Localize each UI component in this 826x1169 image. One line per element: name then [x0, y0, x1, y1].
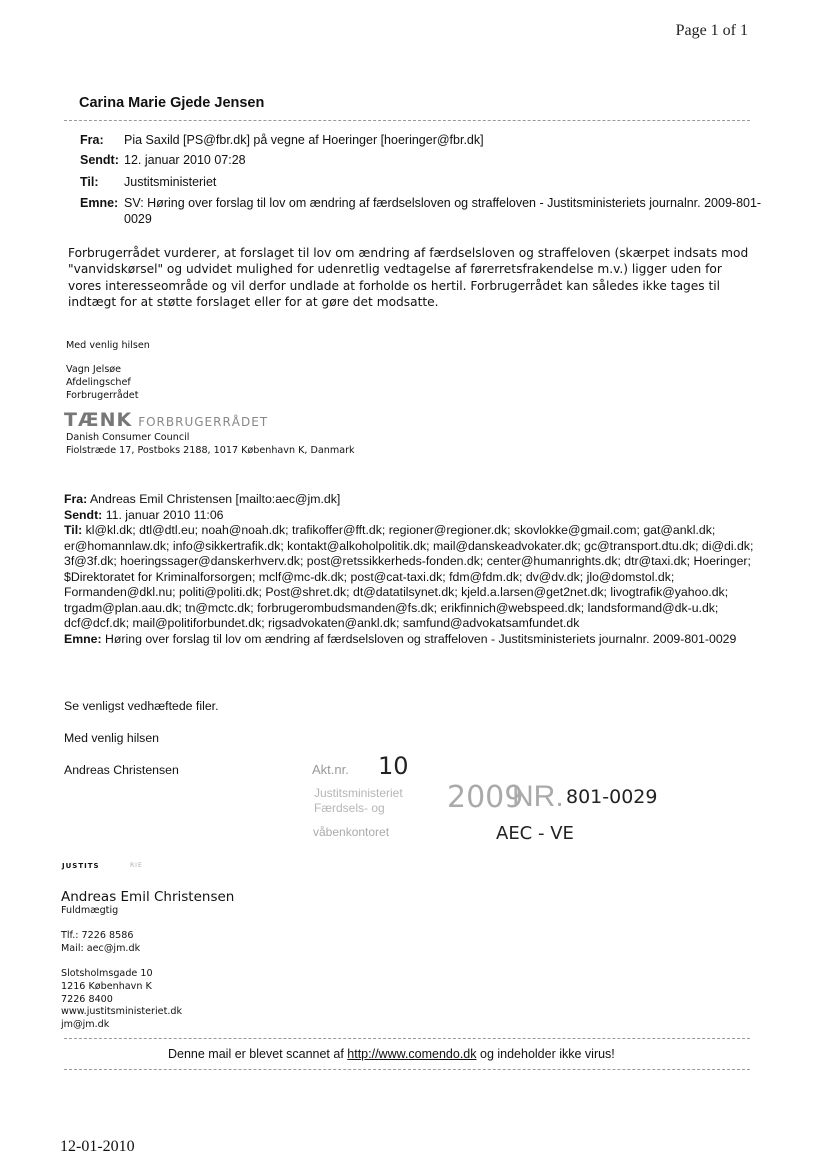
reply-org-block: [66, 432, 355, 458]
signature-phone: Tlf.: 7226 8586: [61, 930, 134, 941]
reply-signer-title: Afdelingschef: [66, 376, 131, 388]
footer-rule-top: [64, 1038, 750, 1039]
stamp-case-number: 801-0029: [566, 786, 658, 808]
stamp-year: 2009: [447, 780, 524, 815]
attachments-note: Se venligst vedhæftede filer.: [64, 699, 219, 713]
signature-address: [61, 968, 182, 1032]
stamp-ministry-line1: Justitsministeriet: [314, 786, 403, 800]
original-subject-row: [64, 632, 764, 648]
stamp-initials: AEC - VE: [496, 823, 574, 844]
reply-signer-block: [66, 364, 138, 402]
signature-name: Andreas Emil Christensen: [61, 889, 235, 905]
header-subject-row: [80, 195, 760, 229]
header-subject-label: Emne:: [80, 196, 119, 210]
stamp-akt-number: 10: [378, 752, 409, 780]
header-sent-row: [80, 152, 760, 168]
signature-mail: Mail: aec@jm.dk: [61, 942, 141, 954]
original-sent-label: Sendt:: [64, 507, 103, 522]
stamp-akt-label: Akt.nr.: [312, 762, 349, 777]
sender-name: Carina Marie Gjede Jensen: [79, 95, 265, 111]
comendo-link[interactable]: http://www.comendo.dk: [347, 1047, 477, 1061]
stamp-ministry-line3: våbenkontoret: [313, 825, 390, 839]
org-english-name: Danish Consumer Council: [66, 432, 190, 443]
reply-signer-name: Vagn Jelsøe: [66, 364, 122, 375]
original-subject-label: Emne:: [64, 631, 102, 646]
header-sent-value: 12. januar 2010 07:28: [124, 153, 246, 167]
original-sent-row: [64, 508, 764, 524]
original-from-value: Andreas Emil Christensen [mailto:aec@jm.dk]: [89, 492, 341, 506]
original-subject-value: Høring over forslag til lov om ændring af færdselsloven og straffeloven - Justitsministeriets journalnr. 2009-801-0029: [105, 631, 737, 646]
footer-text-before: Denne mail er blevet scannet af: [168, 1047, 348, 1061]
tank-logo: [64, 409, 268, 431]
reply-greeting: Med venlig hilsen: [66, 340, 150, 351]
reply-signer-org: Forbrugerrådet: [66, 389, 139, 401]
dept-label: JUSTITS: [62, 862, 100, 870]
footer-text-after: og indeholder ikke virus!: [476, 1047, 615, 1061]
signature-street: Slotsholmsgade 10: [61, 968, 153, 979]
original-greeting: Med venlig hilsen: [64, 731, 160, 745]
page-number: Page 1 of 1: [675, 22, 748, 39]
signature-contact: [61, 930, 140, 956]
header-to-value: Justitsministeriet: [124, 175, 217, 189]
stamp-ministry: [314, 786, 403, 816]
original-sent-value: 11. januar 2010 11:06: [105, 507, 224, 522]
header-to-label: Til:: [80, 175, 99, 189]
header-sent-label: Sendt:: [80, 153, 119, 167]
signature-title: Fuldmægtig: [61, 905, 119, 916]
header-rule: [64, 120, 750, 121]
org-address: Fiolstræde 17, Postboks 2188, 1017 København K, Danmark: [66, 444, 355, 456]
original-to-label: Til:: [64, 523, 83, 537]
signature-web: www.justitsministeriet.dk: [61, 1006, 183, 1018]
original-signoff: Andreas Christensen: [64, 763, 179, 777]
stamp-nr-label: NR.: [512, 780, 564, 813]
signature-email: jm@jm.dk: [61, 1019, 110, 1031]
signature-office-phone: 7226 8400: [61, 993, 113, 1005]
logo-main-text: TÆNK: [64, 409, 133, 431]
reply-body: Forbrugerrådet vurderer, at forslaget til lov om ændring af færdselsloven og straffeloven (skærpet indsats mod "vanvidskørsel" og udvidet mulighed for udenretlig vedtagelse af førerretsfrakendelse m.v.) ligger uden for vores interesseområde og vil derfor undlade at forholde os hertil. Forbrugerrådet kan således ikke tages til indtægt for at støtte forslaget eller for at gøre det modsatte.: [68, 246, 749, 309]
stamp-ministry-line2: Færdsels- og: [314, 801, 385, 815]
signature-city: 1216 København K: [61, 980, 152, 992]
logo-sub-text: FORBRUGERRÅDET: [138, 415, 269, 429]
header-subject-value: SV: Høring over forslag til lov om ændring af færdselsloven og straffeloven - Justitsministeriets journalnr. 2009-801-0029: [124, 196, 762, 226]
original-from-label: Fra:: [64, 492, 88, 506]
virus-scan-notice: [168, 1047, 615, 1061]
header-to-row: [80, 174, 760, 190]
original-mail-header: [64, 492, 764, 647]
original-from-row: [64, 492, 764, 508]
header-from-value: Pia Saxild [PS@fbr.dk] på vegne af Hoeringer [hoeringer@fbr.dk]: [124, 133, 484, 147]
header-from-row: [80, 132, 760, 148]
print-date: 12-01-2010: [60, 1138, 135, 1155]
original-to-value: kl@kl.dk; dtl@dtl.eu; noah@noah.dk; trafikoffer@fft.dk; regioner@regioner.dk; skovlokke@gmail.com; gat@ankl.dk; er@homannlaw.dk; info@sikkertrafik.dk; kontakt@alkoholpolitik.dk; mail@danskeadvokater.dk; gc@transport.dtu.dk; di@di.dk; 3f@3f.dk; hoeringssager@danskerhverv.dk; post@retssikkerheds-fonden.dk; center@humanrights.dk; dtr@taxi.dk; Hoeringer; $Direktoratet for Kriminalforsorgen; mclf@mc-dk.dk; post@cat-taxi.dk; fdm@fdm.dk; dv@dv.dk; jlo@domstol.dk; Formanden@dkl.nu; politi@politi.dk; Post@shret.dk; dt@datatilsynet.dk; kjeld.a.larsen@get2net.dk; livogtrafik@yahoo.dk; trgadm@plan.aau.dk; tn@mctc.dk; forbrugerombudsmanden@fs.dk; erikfinnich@webspeed.dk; landsformand@dk-u.dk; dcf@dcf.dk; mail@politiforbundet.dk; rigsadvokaten@ankl.dk; samfund@advokatsamfundet.dk: [64, 523, 754, 630]
header-from-label: Fra:: [80, 133, 104, 147]
original-to-row: [64, 523, 764, 632]
dept-suffix: RIE: [130, 862, 143, 869]
footer-rule-bottom: [64, 1069, 750, 1070]
